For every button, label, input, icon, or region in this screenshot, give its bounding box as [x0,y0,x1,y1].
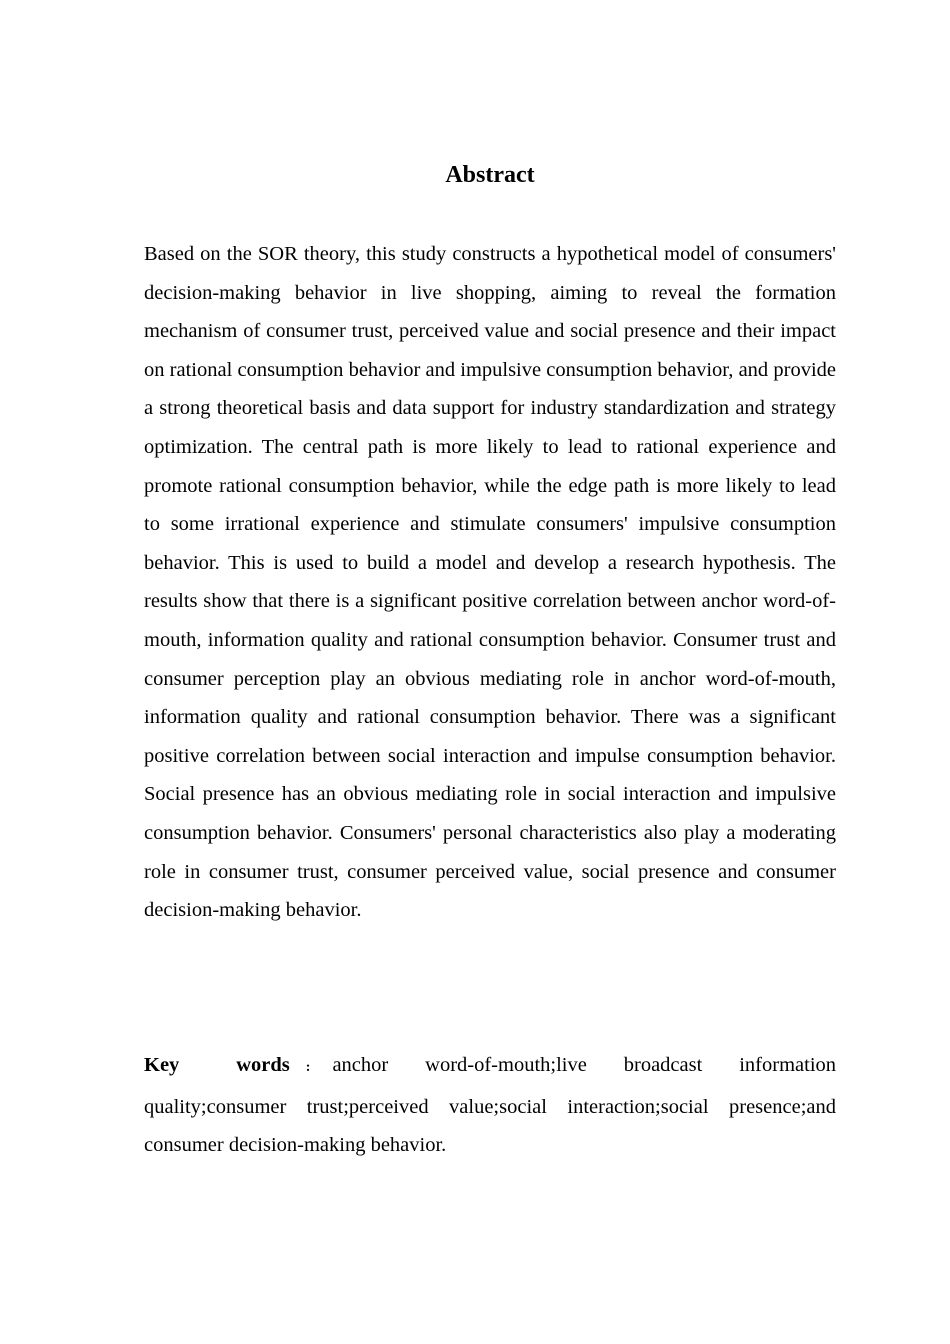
abstract-title: Abstract [445,162,535,188]
keywords-paragraph [144,1046,836,1165]
keywords-list: anchor word-of-mouth;live broadcast information quality;consumer trust;perceived value;social interaction;social presence;and consumer decision-making behavior. [144,1054,837,1157]
keywords-label: Key words [144,1054,290,1076]
abstract-paragraph: Based on the SOR theory, this study constructs a hypothetical model of consumers' decision-making behavior in live shopping, aiming to reveal the formation mechanism of consumer trust, perceived value and social presence and their impact on rational consumption behavior and impulsive consumption behavior, and provide a strong theoretical basis and data support for industry standardization and strategy optimization. The central path is more likely to lead to rational experience and promote rational consumption behavior, while the edge path is more likely to lead to some irrational experience and stimulate consumers' impulsive consumption behavior. This is used to build a model and develop a research hypothesis. The results show that there is a significant positive correlation between anchor word-of-mouth, information quality and rational consumption behavior. Consumer trust and consumer perception play an obvious mediating role in anchor word-of-mouth, information quality and rational consumption behavior. There was a significant positive correlation between social interaction and impulse consumption behavior. Social presence has an obvious mediating role in social interaction and impulsive consumption behavior. Consumers' personal characteristics also play a moderating role in consumer trust, consumer perceived value, social presence and consumer decision-making behavior. [144,243,836,922]
keywords-colon: : [305,1060,311,1075]
